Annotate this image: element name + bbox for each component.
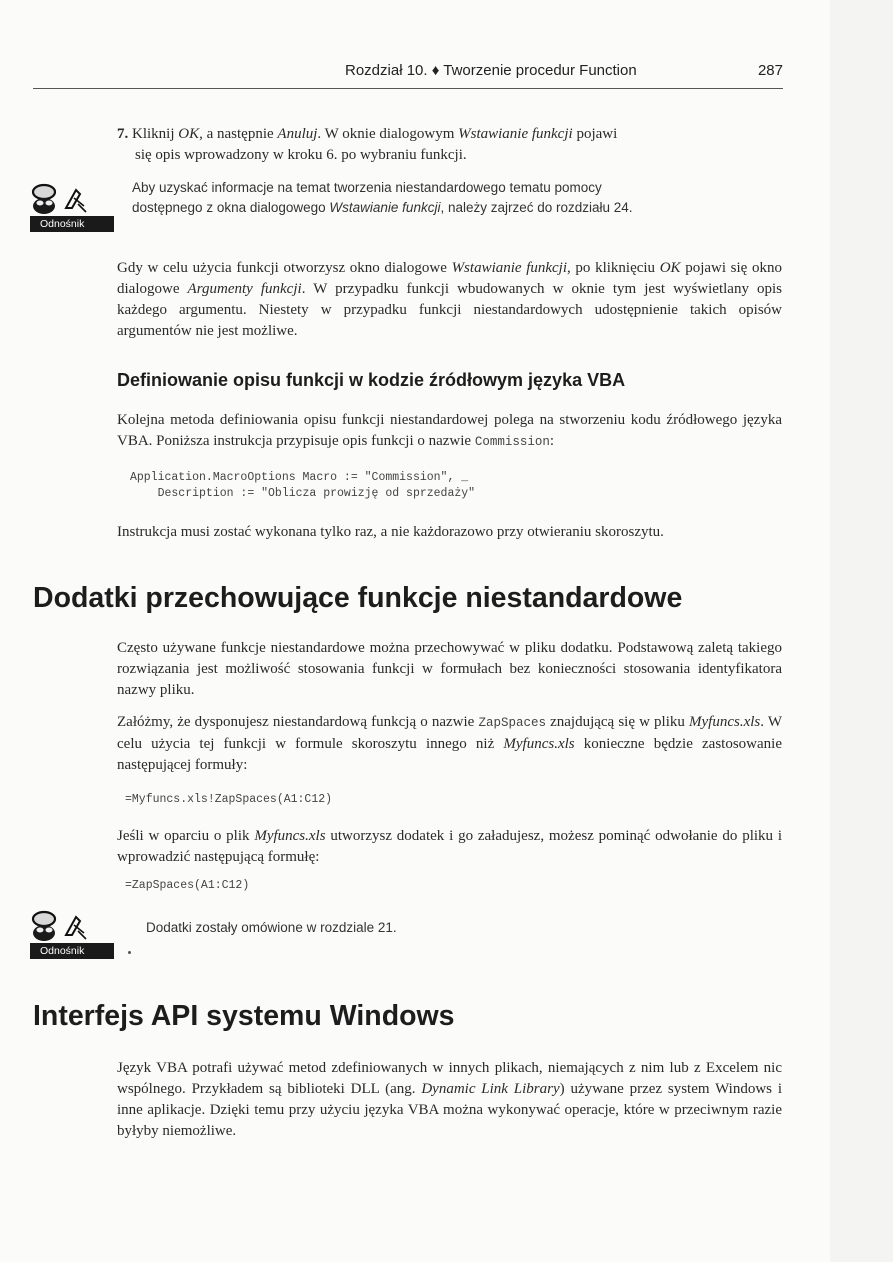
note-dialog-term: Wstawianie funkcji [329,200,441,215]
running-title: Rozdział 10. ♦ Tworzenie procedur Function [345,62,637,79]
dialog-term: Wstawianie funkcji [458,126,573,142]
step-text: , a następnie [199,126,278,142]
step-number: 7. [117,126,129,142]
code-line: Application.MacroOptions Macro := "Commission", _ [130,471,469,484]
page-number: 287 [757,62,783,79]
step-7 [117,124,777,166]
note-1-line-1: Aby uzyskać informacje na temat tworzenia niestandardowego tematu pomocy [132,180,602,195]
text-run: utworzysz dodatek i go załadujesz, możesz pominąć odwołanie do pliku i wprowadzić następującą formułę: [117,828,782,865]
running-header [345,62,783,86]
step-7-line-1 [117,124,777,145]
paragraph-run-once: Instrukcja musi zostać wykonana tylko raz, a nie każdorazowo przy otwieraniu skoroszytu. [117,524,664,540]
note-text-run: dostępnego z okna dialogowego [132,200,330,215]
paragraph-addins-2 [117,712,782,776]
paragraph-vba-intro [117,410,782,453]
paragraph-addins-3 [117,826,782,868]
function-name: Commission [474,435,550,449]
ok-term: OK [659,260,681,276]
text-run: : [549,433,555,449]
step-text: . W oknie dialogowym [317,126,459,142]
text-run: znajdującą się w pliku [545,714,689,730]
paragraph-addins-1: Często używane funkcje niestandardowe można przechowywać w pliku dodatku. Podstawową zaletą takiego rozwiązania jest możliwość stosowania funkcji w formułach bez konieczności stosowania identyfikatora nazwy pliku. [117,640,782,698]
note-badge: Odnośnik [30,216,114,232]
note-2-text: Dodatki zostały omówione w rozdziale 21. [146,920,397,935]
file-name: Myfuncs.xls [503,736,575,752]
paragraph-api [117,1058,782,1142]
stray-dot [128,951,131,954]
step-text: pojawi [572,126,618,142]
dll-term: Dynamic Link Library [421,1081,560,1097]
dialog-term: Wstawianie funkcji [451,260,568,276]
note-glasses-hand-icon [30,178,114,218]
function-name: ZapSpaces [478,716,546,730]
note-icon [30,905,114,959]
heading-vba-description: Definiowanie opisu funkcji w kodzie źródłowym języka VBA [117,370,626,390]
header-rule [33,88,783,89]
text-run: pojawi się okno dialogowe [117,260,782,297]
note-text-run: , należy zajrzeć do rozdziału 24. [440,200,633,215]
formula-2: =ZapSpaces(A1:C12) [125,879,250,892]
code-block [130,470,475,502]
file-name: Myfuncs.xls [254,828,326,844]
text-run: . W celu użycia tej funkcji w formule skoroszytu innego niż [117,714,782,752]
heading-addins: Dodatki przechowujące funkcje niestandardowe [33,582,683,614]
note-badge: Odnośnik [30,943,114,959]
cancel-term: Anuluj [277,126,318,142]
note-1-line-2 [132,198,782,218]
note-1-text [132,178,782,218]
text-run: , po kliknięciu [567,260,660,276]
text-run: Kolejna metoda definiowania opisu funkcji niestandardowej polega na stworzeniu kodu źródłowego języka VBA. Poniższa instrukcja przypisuje opis funkcji o nazwie [117,412,782,449]
text-run: konieczne będzie zastosowanie następującej formuły: [117,736,782,773]
code-line: Description := "Oblicza prowizję od sprzedaży" [130,487,476,500]
dialog-term: Argumenty funkcji [187,281,302,297]
paragraph-dialog [117,258,782,342]
note-icon [30,178,114,232]
file-name: Myfuncs.xls [689,714,761,730]
text-run: Gdy w celu użycia funkcji otworzysz okno dialogowe [117,260,452,276]
step-7-line-2: się opis wprowadzony w kroku 6. po wybraniu funkcji. [135,147,467,163]
text-run: . W przypadku funkcji wbudowanych w oknie tym jest wyświetlany opis każdego argumentu. Niestety w przypadku funkcji niestandardowych udostępnienie takich opisów argumentów nie jest możliwe. [117,281,783,339]
note-glasses-hand-icon [30,905,114,945]
step-text: Kliknij [128,126,179,142]
ok-term: OK [178,126,200,142]
text-run: ) używane przez system Windows i inne aplikacje. Dzięki temu przy użyciu języka VBA można wykonywać operacje, które w przeciwnym razie byłyby niemożliwe. [117,1081,782,1139]
formula-1: =Myfuncs.xls!ZapSpaces(A1:C12) [125,793,333,806]
text-run: Język VBA potrafi używać metod zdefiniowanych w innych plikach, niemających z nim lub z Excelem nic wspólnego. Przykładem są biblioteki DLL (ang. [117,1060,782,1097]
text-run: Załóżmy, że dysponujesz niestandardową funkcją o nazwie [117,714,479,730]
text-run: Jeśli w oparciu o plik [117,828,255,844]
heading-windows-api: Interfejs API systemu Windows [33,1000,455,1032]
